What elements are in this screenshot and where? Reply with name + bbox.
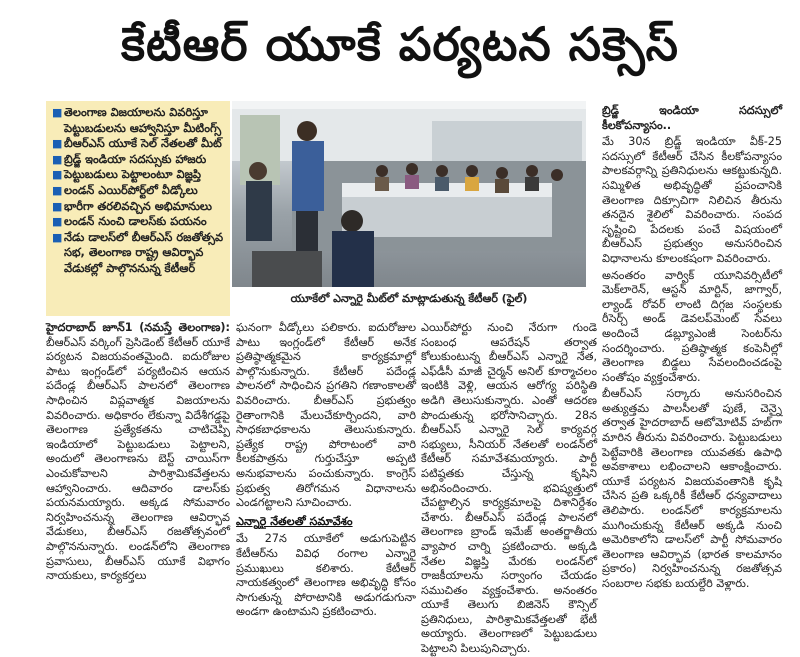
bullet-icon: ■ — [52, 152, 63, 166]
bullet-icon: ■ — [52, 106, 63, 119]
highlight-item: ■ బ్రిడ్జ్ ఇండియా సదస్సుకు హాజరు — [52, 151, 207, 166]
article-column-3 — [421, 321, 597, 656]
section-subhead: ఎన్నారై నేతలతో సమావేశం — [236, 514, 353, 528]
bullet-icon: ■ — [52, 168, 63, 182]
highlight-item: ■ లండన్ నుంచి డాలస్‌కు పయనం — [52, 214, 207, 229]
highlight-item: ■ లండన్ ఎయిర్‌పోర్ట్‌లో వీడ్కోలు — [52, 182, 198, 197]
article-column-4 — [602, 104, 782, 593]
news-photo — [232, 101, 586, 287]
article-text: మే 30న బ్రిడ్జ్ ఇండియా వీక్-25 సదస్సులో కేటీఆర్ చేసిన కీలకోపన్యాసం పాలకవర్గాన్ని ప్రతినిధులను ఆకట్టుకున్నది. సమ్మిళిత అభివృద్ధితో ప్రపంచానికి తెలంగాణ దిక్సూచిగా నిలిచిన తీరును తనదైన శైలిలో వివరించారు. సంపద సృష్టించి పేదలకు పంచే విషయంలో బీఆర్ఎస్ ప్రభుత్వం అనుసరించిన విధానాలను కూలంకషంగా వివరించారు. — [602, 135, 782, 265]
headline: కేటీఆర్ యూకే పర్యటన సక్సెస్ — [121, 17, 679, 71]
highlights-box — [46, 101, 230, 316]
highlight-item: ■ నేడు డాలస్‌లో బీఆర్ఎస్ రజతోత్సవ సభ, తెలంగాణ రాష్ట్ర ఆవిర్భావ వేడుకల్లో పాల్గొననున్న కేటీఆర్ — [52, 229, 224, 275]
highlight-item: ■ పెట్టుబడులు పెట్టాలంటూ విజ్ఞప్తి — [52, 167, 202, 182]
article-text: బీఆర్ఎస్ సర్కారు అనుసరించిన అత్యుత్తమ పాలసీలతో పుణే, చెన్నై తర్వాత హైదరాబాద్ ఆటోమోటివ్ హబ్‌గా మారిన తీరును వివరించారు. పెట్టుబడులు పెట్టేవారికి తెలంగాణ యువతకు ఉపాధి అవకాశాలు లభించాలని ఆకాంక్షించారు. యూకే పర్యటన విజయవంతానికి కృషి చేసిన ప్రతి ఒక్కరికీ కేటీఆర్ ధన్యవాదాలు తెలిపారు. లండన్‌లో కార్యక్రమాలను ముగించుకున్న కేటీఆర్ అక్కడి నుంచి అమెరికాలోని డాలస్‌లో పార్టీ సోమవారం తెలంగాణ ఆవిర్భావ (భారత కాలమానం ప్రకారం) నిర్వహించనున్న రజతోత్సవ సంబరాల సభకు బయల్దేరి వెళ్లారు. — [602, 387, 782, 590]
highlight-item: ■ భారీగా తరలివచ్చిన అభిమానులు — [52, 198, 212, 213]
article-text: అనంతరం వార్విక్ యూనివర్సిటీలో మెక్‌లారెన్, ఆస్టన్ మార్టిన్, జాగ్వార్, ల్యాండ్ రోవర్ లాంటి దిగ్గజ సంస్థలకు రీసెర్చ్ అండ్ డెవలప్‌మెంట్ సేవలు అందించే డబ్ల్యూఎంజీ సెంటర్‌ను సందర్శించారు. ప్రతిష్ఠాత్మక కంపెనీల్లో తెలంగాణ బిడ్డలు సేవలందించడంపై సంతోషం వ్యక్తంచేశారు. — [602, 268, 782, 384]
bullet-icon: ■ — [52, 183, 63, 197]
bullet-icon: ■ — [52, 230, 63, 244]
dateline: హైదరాబాద్ జూన్1 (నమస్తే తెలంగాణ): — [46, 321, 230, 334]
article-text: ఘనంగా వీడ్కోలు పలికారు. ఐదురోజుల పాటు ఇంగ్లండ్‌లో కేటీఆర్ అనేక ప్రతిష్ఠాత్మకమైన కార్యక్రమాల్లో పాల్గొనుకున్నారు. కేటీఆర్ పదేండ్ల పాలనలో సాధించిన ప్రగతిని గణాంకాలతో వివరించారు. బీఆర్ఎస్ ప్రభుత్వం రైతాంగానికి మేలుచేకూర్చిందని, వారి సాధకబాధకాలను తెలుసుకున్నారు. ప్రత్యేక రాష్ట్ర పోరాటంలో వారి కీలకపాత్రను గుర్తుచేస్తూ అప్పటి అనుభవాలను పంచుకున్నారు. కాంగ్రెస్ ప్రభుత్వ తిరోగమన విధానాలను ఎండగట్టాలని సూచించారు. — [236, 321, 416, 510]
section-subhead: బ్రిడ్జ్ ఇండియా సదస్సులో కీలకోపన్యాసం.. — [602, 104, 782, 132]
article-text: మే 27న యూకేలో అడుగుపెట్టిన కేటీఆర్‌ను వివిధ రంగాల ఎన్నారై ప్రముఖులు కలిశారు. కేటీఆర్ నాయకత్వంలో తెలంగాణ అభివృద్ధి కోసం సాగుతున్న పోరాటానికి అడుగడుగునా అండగా ఉంటామని ప్రకటించారు. — [236, 532, 416, 619]
photo-caption: యూకేలో ఎన్నారై మీట్‌లో మాట్లాడుతున్న కేటీఆర్ (ఫైల్) — [290, 292, 528, 305]
bullet-icon: ■ — [52, 199, 63, 213]
highlight-item: ■ బీఆర్ఎస్ యూకే సెల్ నేతలతో మీట్ — [52, 136, 222, 151]
article-text: బీఆర్ఎస్ వర్కింగ్ ప్రెసిడెంట్ కేటీఆర్ యూకే పర్యటన విజయవంతమైంది. ఐదురోజుల పాటు ఇంగ్లండ్‌లో పర్యటించిన ఆయన పదేండ్ల బీఆర్ఎస్ పాలనలో తెలంగాణ సాధించిన విప్లవాత్మక విజయాలను వివరించారు. అధికారం లేకున్నా విదేశీగడ్డపై తెలంగాణ ప్రత్యేకతను చాటిచెప్పి ఇండియాలో పెట్టుబడులు పెట్టాలని, అందులో తెలంగాణను బెస్ట్ చాయిస్‌గా ఎంచుకోవాలని పారిశ్రామికవేత్తలను ఆహ్వానించారు. ఆదివారం డాలస్‌కు పయనమయ్యారు. అక్కడ సోమవారం నిర్వహించనున్న తెలంగాణ ఆవిర్భావ వేడుకలు, బీఆర్ఎస్ రజతోత్సవంలో పాల్గొననున్నారు. లండన్‌లోని తెలంగాణ ప్రవాసులు, బీఆర్ఎస్ యూకే విభాగం నాయకులు, కార్యకర్తలు — [46, 335, 230, 583]
article-column-2 — [236, 321, 416, 619]
article-text: ఎయిర్‌పోర్టు నుంచి నేరుగా గుండె సంబంధ ఆపరేషన్ తర్వాత కోలుకుంటున్న బీఆర్ఎస్ ఎన్నారై నేత, ఎఫ్‌డీసీ మాజీ చైర్మన్ అనిల్ కూర్మాచలం ఇంటికి వెళ్లి, ఆయన ఆరోగ్య పరిస్థితి అడిగి తెలుసుకున్నారు. ఎంతో ఆదరణ పొందుతున్న భరోసానిచ్చారు. 28న బీఆర్ఎస్ ఎన్నారై సెల్ కార్యవర్గ సభ్యులు, సీనియర్ నేతలతో లండన్‌లో కేటీఆర్ సమావేశమయ్యారు. పార్టీ పటిష్ఠతకు చేస్తున్న కృషిని అభినందించారు. భవిష్యత్తులో చేపట్టాల్సిన కార్యక్రమాలపై దిశానిర్దేశం చేశారు. బీఆర్ఎస్ పదేండ్ల పాలనలో తెలంగాణ బ్రాండ్ ఇమేజ్ అంతర్జాతీయ వ్యాపార చార్ని ప్రకటించారు. అక్కడి నేతల విజ్ఞప్తి మేరకు లండన్‌లో రాజకీయాలను సర్వాంగం చేయడం సముచితం వ్యక్తంచేశారు. అనంతరం యూకే తెలుగు బిజినెస్ కౌన్సిల్ ప్రతినిధులు, పారిశ్రామికవేత్తలతో భేటీ అయ్యారు. తెలంగాణలో పెట్టుబడులు పెట్టాలని పిలుపునిచ్చారు. — [421, 321, 597, 656]
bullet-icon: ■ — [52, 215, 63, 229]
highlight-item: ■ తెలంగాణ విజయాలను వివరిస్తూ పెట్టుబడులను ఆహ్వానిస్తూ మీటింగ్స్ — [52, 105, 222, 135]
article-column-1 — [46, 321, 230, 593]
bullet-icon: ■ — [52, 137, 63, 151]
